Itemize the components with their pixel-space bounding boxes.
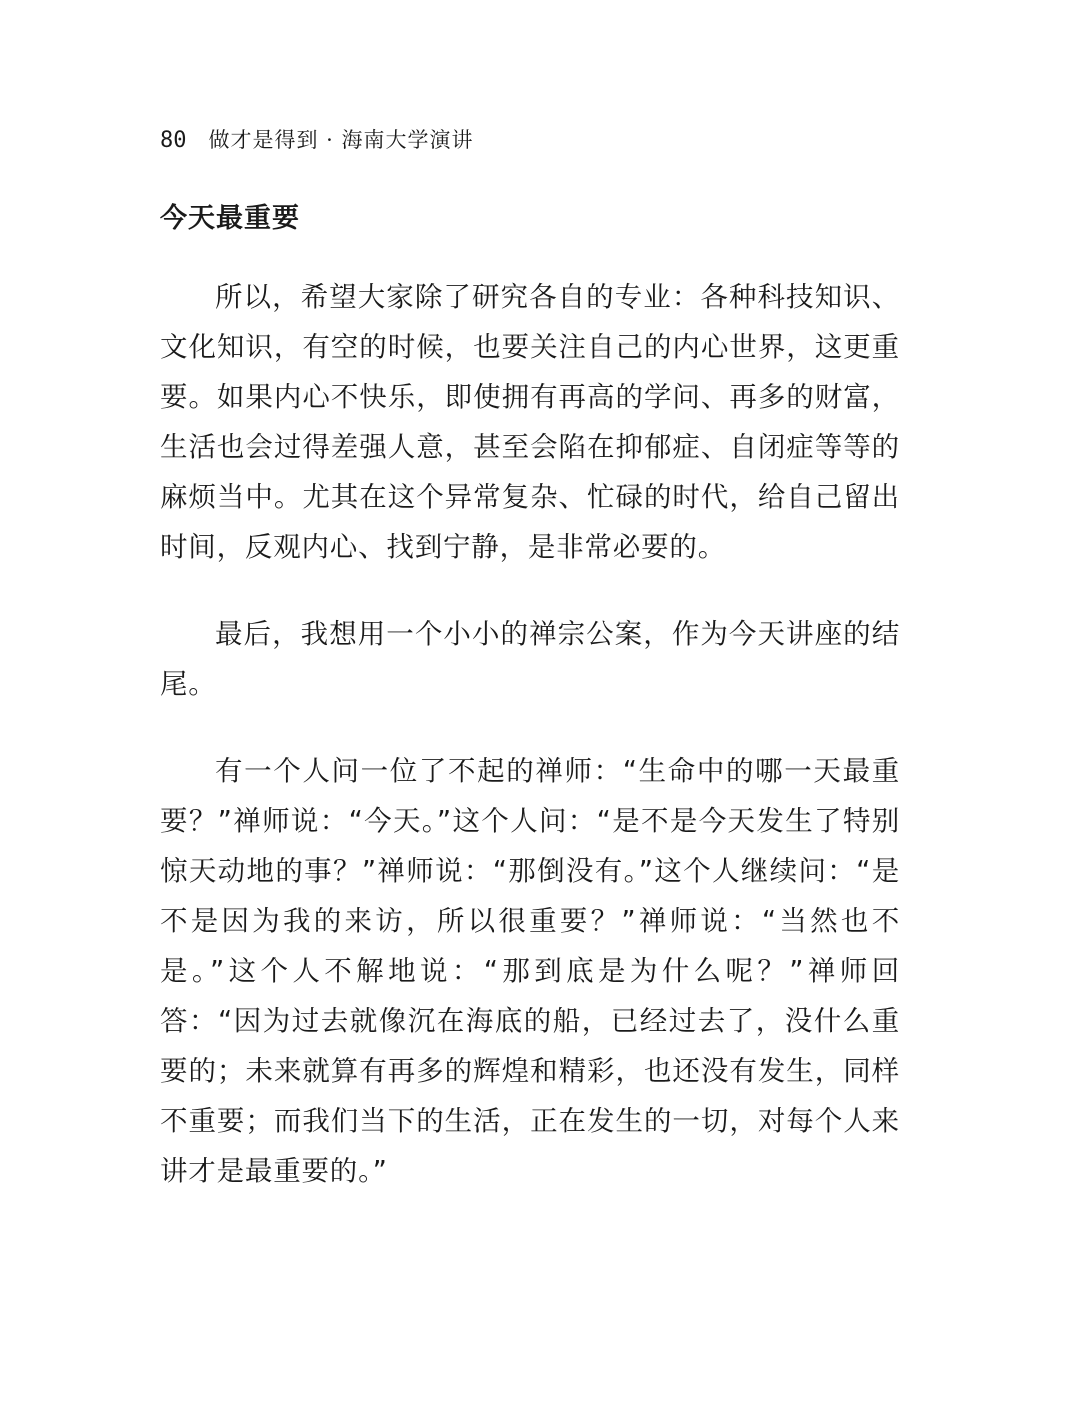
running-header: [160, 124, 474, 154]
body-text: [160, 272, 900, 1233]
section-title: 今天最重要: [160, 203, 300, 234]
paragraph: 最后，我想用一个小小的禅宗公案，作为今天讲座的结尾。: [160, 618, 900, 700]
paragraph: 所以，希望大家除了研究各自的专业：各种科技知识、文化知识，有空的时候，也要关注自己的内心世界，这更重要。如果内心不快乐，即使拥有再高的学问、再多的财富，生活也会过得差强人意，甚至会陷在抑郁症、自闭症等等的麻烦当中。尤其在这个异常复杂、忙碌的时代，给自己留出时间，反观内心、找到宁静，是非常必要的。: [160, 281, 900, 563]
paragraph: 有一个人问一位了不起的禅师：“生命中的哪一天最重要？”禅师说：“今天。”这个人问：“是不是今天发生了特别惊天动地的事？”禅师说：“那倒没有。”这个人继续问：“是不是因为我的来访，所以很重要？”禅师说：“当然也不是。”这个人不解地说：“那到底是为什么呢？”禅师回答：“因为过去就像沉在海底的船，已经过去了，没什么重要的；未来就算有再多的辉煌和精彩，也还没有发生，同样不重要；而我们当下的生活，正在发生的一切，对每个人来讲才是最重要的。”: [160, 755, 900, 1187]
running-title: 做才是得到 · 海南大学演讲: [208, 128, 474, 152]
page-number: 80: [160, 128, 187, 153]
